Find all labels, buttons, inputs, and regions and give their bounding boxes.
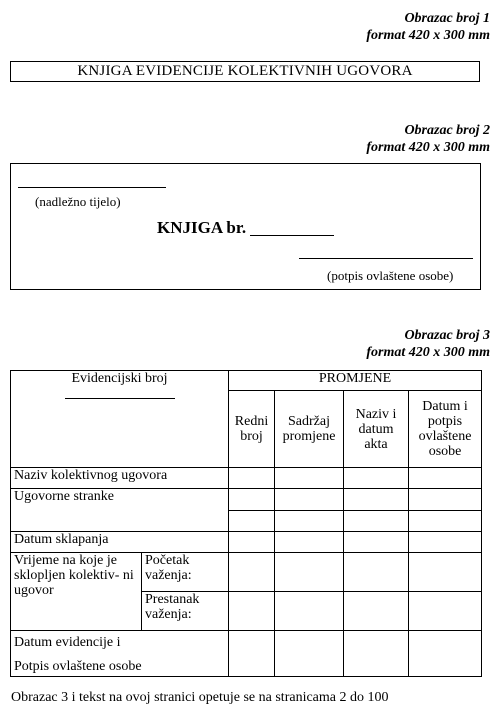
blank-cell [344, 511, 409, 532]
row-conclusion-date: Datum sklapanja [11, 532, 229, 553]
evidence-number-header: Evidencijski broj [71, 371, 168, 386]
blank-cell [229, 592, 275, 631]
blank-cell [229, 511, 275, 532]
blank-cell [409, 553, 482, 592]
row-parties: Ugovorne stranke [11, 489, 229, 532]
row-validity-end: Prestanak važenja: [142, 592, 229, 631]
signature-line [299, 258, 473, 259]
book-number-line [250, 235, 334, 236]
blank-cell [344, 489, 409, 511]
form2-label: Obrazac broj 2 [404, 123, 490, 138]
blank-cell [275, 592, 344, 631]
form3-table [10, 370, 482, 677]
blank-cell [409, 489, 482, 511]
blank-cell [229, 468, 275, 489]
form2-header [366, 122, 490, 156]
blank-cell [275, 553, 344, 592]
evidence-number-cell [11, 371, 229, 468]
form2-format: format 420 x 300 mm [366, 140, 490, 155]
blank-cell [344, 553, 409, 592]
col-content: Sadržaj promjene [275, 391, 344, 468]
blank-cell [229, 631, 275, 677]
blank-cell [409, 592, 482, 631]
blank-cell [275, 532, 344, 553]
row-validity-start: Početak važenja: [142, 553, 229, 592]
blank-cell [409, 468, 482, 489]
blank-cell [275, 489, 344, 511]
blank-cell [344, 592, 409, 631]
col-date-signature: Datum i potpis ovlaštene osobe [409, 391, 482, 468]
form1-header [366, 10, 490, 44]
row-validity-period: Vrijeme na koje je sklopljen kolektiv- ni ugovor [11, 553, 142, 631]
form3-format: format 420 x 300 mm [366, 345, 490, 360]
form3-header [366, 327, 490, 361]
row-registration-date: Datum evidencije i [14, 635, 121, 650]
blank-cell [229, 532, 275, 553]
blank-cell [275, 468, 344, 489]
blank-cell [344, 532, 409, 553]
col-ordinal: Redni broj [229, 391, 275, 468]
blank-cell [409, 511, 482, 532]
blank-cell [344, 468, 409, 489]
footer-note: Obrazac 3 i tekst na ovoj stranici opetuje se na stranicama 2 do 100 [11, 690, 389, 705]
form1-title-box [10, 61, 480, 82]
blank-cell [409, 532, 482, 553]
blank-cell [409, 631, 482, 677]
changes-header: PROMJENE [229, 371, 482, 391]
row-agreement-name: Naziv kolektivnog ugovora [11, 468, 229, 489]
row-registration-signature [11, 631, 229, 677]
form1-title: KNJIGA EVIDENCIJE KOLEKTIVNIH UGOVORA [77, 63, 413, 79]
blank-cell [344, 631, 409, 677]
blank-cell [229, 553, 275, 592]
blank-cell [275, 511, 344, 532]
col-act: Naziv i datum akta [344, 391, 409, 468]
evidence-number-line [65, 398, 175, 399]
form3-label: Obrazac broj 3 [404, 328, 490, 343]
book-label: KNJIGA br. [157, 218, 247, 237]
signature-caption: (potpis ovlaštene osobe) [327, 268, 454, 283]
authority-line [18, 187, 166, 188]
form1-format: format 420 x 300 mm [366, 28, 490, 43]
form2-box [10, 163, 481, 290]
blank-cell [275, 631, 344, 677]
form1-label: Obrazac broj 1 [404, 11, 490, 26]
row-authorized-signature: Potpis ovlaštene osobe [14, 659, 142, 674]
blank-cell [229, 489, 275, 511]
authority-caption: (nadležno tijelo) [35, 194, 121, 209]
